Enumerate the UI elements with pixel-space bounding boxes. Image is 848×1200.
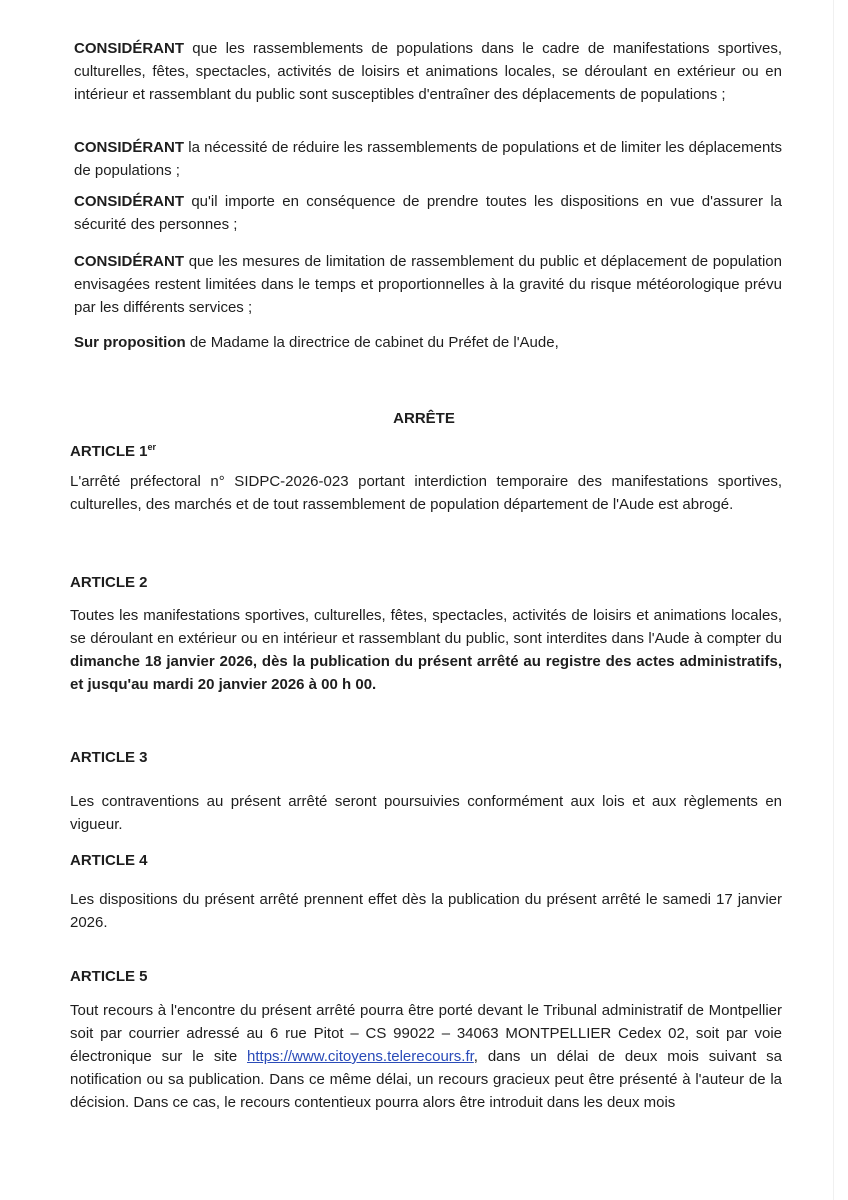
article-3-text: Les contraventions au présent arrêté seront poursuivies conformément aux lois et aux règlements en vigueur. bbox=[70, 793, 782, 833]
considerant-2 bbox=[74, 136, 782, 182]
considerant-1 bbox=[74, 37, 782, 106]
article-3-title: ARTICLE 3 bbox=[70, 749, 148, 766]
article-bold-text: dimanche 18 janvier 2026, dès la publication du présent arrêté au registre des actes administratifs, et jusqu'au mardi 20 janvier 2026 à 00 h 00. bbox=[70, 653, 782, 693]
keyword: CONSIDÉRANT bbox=[74, 139, 185, 156]
considerant-3 bbox=[74, 190, 782, 236]
keyword: CONSIDÉRANT bbox=[74, 253, 185, 270]
considerant-text: que les rassemblements de populations dans le cadre de manifestations sportives, culturelles, fêtes, spectacles, activités de loisirs et animations locales, se déroulant en extérieur ou en intérieur et rassemblant du public sont susceptibles d'entraîner des déplacements de populations ; bbox=[74, 40, 782, 103]
proposition-text: de Madame la directrice de cabinet du Préfet de l'Aude, bbox=[185, 334, 559, 351]
keyword: CONSIDÉRANT bbox=[74, 193, 185, 210]
considerant-text: que les mesures de limitation de rassemblement du public et déplacement de population envisagées restent limitées dans le temps et proportionnelles à la gravité du risque météorologique prévu par les différents services ; bbox=[74, 253, 782, 316]
article-2-text bbox=[70, 604, 782, 696]
article-5-title: ARTICLE 5 bbox=[70, 968, 148, 985]
article-1-title bbox=[70, 440, 156, 463]
article-4-text: Les dispositions du présent arrêté prennent effet dès la publication du présent arrêté le samedi 17 janvier 2026. bbox=[70, 891, 782, 931]
article-text: , dans un délai de deux mois suivant sa notification ou sa publication. Dans ce même délai, un recours gracieux peut être présenté à l'auteur de la décision. Dans ce cas, le recours contentieux pourra alors être introduit dans les deux mois bbox=[70, 1048, 782, 1111]
proposition bbox=[74, 331, 782, 354]
arrete-title: ARRÊTE bbox=[393, 410, 455, 427]
keyword: Sur proposition bbox=[74, 334, 186, 351]
article-text: Tout recours à l'encontre du présent arrêté pourra être porté devant le Tribunal administratif de Montpellier soit par courrier adressé au 6 rue Pitot – CS 99022 – 34063 MONTPELLIER Cedex 02, soit par voie électronique sur le site bbox=[70, 1002, 782, 1065]
article-5-text bbox=[70, 999, 782, 1114]
article-4-title: ARTICLE 4 bbox=[70, 852, 148, 869]
superscript: er bbox=[147, 442, 157, 452]
keyword: CONSIDÉRANT bbox=[74, 40, 185, 57]
considerant-text: la nécessité de réduire les rassemblements de populations et de limiter les déplacements de populations ; bbox=[74, 139, 782, 179]
telerecours-link[interactable]: https://www.citoyens.telerecours.fr bbox=[247, 1048, 474, 1065]
considerant-4 bbox=[74, 250, 782, 319]
scan-edge bbox=[833, 0, 834, 1200]
article-2-title: ARTICLE 2 bbox=[70, 574, 148, 591]
article-text: Toutes les manifestations sportives, culturelles, fêtes, spectacles, activités de loisirs et animations locales, se déroulant en extérieur ou en intérieur et rassemblant du public, sont interdites dans l'Aude à compter du bbox=[70, 607, 782, 647]
article-1-text: L'arrêté préfectoral n° SIDPC-2026-023 portant interdiction temporaire des manifestations sportives, culturelles, des marchés et de tout rassemblement de population département de l'Aude est abrogé. bbox=[70, 473, 782, 513]
considerant-text: qu'il importe en conséquence de prendre toutes les dispositions en vue d'assurer la sécurité des personnes ; bbox=[74, 193, 782, 233]
title-text: ARTICLE 1 bbox=[70, 443, 148, 460]
